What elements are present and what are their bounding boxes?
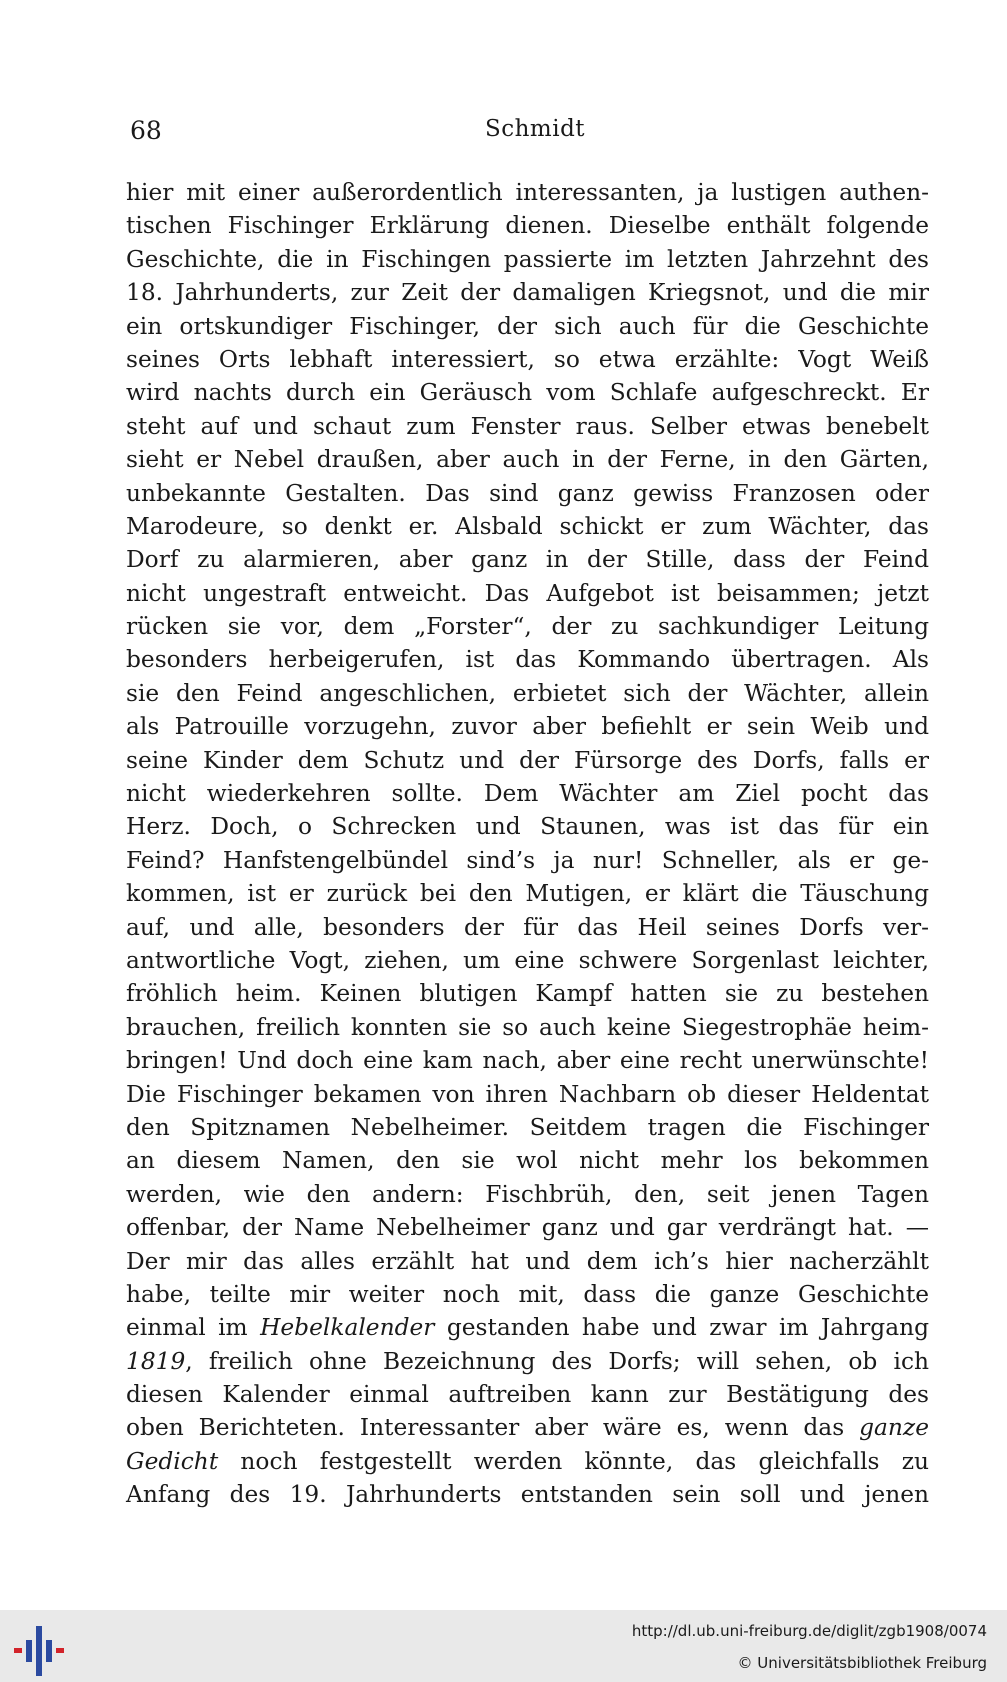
text-line: sieht er Nebel draußen, aber auch in der Ferne, in den Gärten, [126,446,929,474]
text-line: tischen Fischinger Erklärung dienen. Dieselbe enthält folgende [126,212,929,240]
text-line: fröhlich heim. Keinen blutigen Kampf hatten sie zu bestehen [126,980,929,1008]
text-line: auf, und alle, besonders der für das Heil seines Dorfs ver- [126,913,929,941]
italic-term: Gedicht [126,1447,219,1475]
text-line: ein ortskundiger Fischinger, der sich auch für die Geschichte [126,312,929,340]
text-line: unbekannte Gestalten. Das sind ganz gewiss Franzosen oder [126,479,929,507]
text-line: Die Fischinger bekamen von ihren Nachbarn ob dieser Heldentat [126,1080,929,1108]
text-line: Dorf zu alarmieren, aber ganz in der Stille, dass der Feind [126,546,929,574]
text-line: hier mit einer außerordentlich interessanten, ja lustigen authen- [126,179,929,206]
line-text: oben Berichteten. Interessanter aber wäre es, wenn das [126,1414,860,1442]
text-line: kommen, ist er zurück bei den Mutigen, er klärt die Täuschung [126,880,929,908]
text-line: als Patrouille vorzugehn, zuvor aber befiehlt er sein Weib und [126,713,929,741]
text-line: Feind? Hanfstengelbündel sind’s ja nur! Schneller, als er ge- [126,846,929,874]
text-line: wird nachts durch ein Geräusch vom Schlafe aufgeschreckt. Er [126,379,929,407]
text-line: offenbar, der Name Nebelheimer ganz und gar verdrängt hat. — [126,1214,929,1242]
italic-term: Hebelkalender [260,1314,435,1342]
text-line: 18. Jahrhunderts, zur Zeit der damaligen Kriegsnot, und die mir [126,279,929,307]
text-line: Der mir das alles erzählt hat und dem ich’s hier nacherzählt [126,1247,929,1275]
text-line: nicht ungestraft entweicht. Das Aufgebot ist beisammen; jetzt [126,579,929,607]
line-text: gestanden habe und zwar im Jahrgang [434,1314,929,1342]
copyright-notice: © Universitätsbibliothek Freiburg [737,1654,987,1672]
text-line: sie den Feind angeschlichen, erbietet sich der Wächter, allein [126,679,929,707]
footer-bar [0,1610,1007,1682]
text-line: Anfang des 19. Jahrhunderts entstanden sein soll und jenen [126,1481,929,1509]
text-line: Herz. Doch, o Schrecken und Staunen, was ist das für ein [126,813,929,841]
text-line: Geschichte, die in Fischingen passierte im letzten Jahrzehnt des [126,245,929,273]
line-text: , freilich ohne Bezeichnung des Dorfs; will sehen, ob ich [185,1347,929,1375]
text-line [126,1411,929,1444]
text-line: den Spitznamen Nebelheimer. Seitdem tragen die Fischinger [126,1113,929,1141]
text-line: besonders herbeigerufen, ist das Kommando übertragen. Als [126,646,929,674]
italic-term: ganze [859,1414,929,1442]
text-line [126,1345,929,1378]
text-line: nicht wiederkehren sollte. Dem Wächter am Ziel pocht das [126,780,929,808]
italic-term: 1819 [126,1347,186,1375]
text-line: bringen! Und doch eine kam nach, aber eine recht unerwünschte! [126,1047,929,1075]
text-line [126,1445,929,1478]
text-line: antwortliche Vogt, ziehen, um eine schwere Sorgenlast leichter, [126,946,929,974]
ub-freiburg-logo-icon [14,1626,64,1676]
text-line: brauchen, freilich konnten sie so auch keine Siegestrophäe heim- [126,1013,929,1041]
text-line: werden, wie den andern: Fischbrüh, den, seit jenen Tagen [126,1180,929,1208]
text-line: Marodeure, so denkt er. Alsbald schickt er zum Wächter, das [126,512,929,540]
line-text: einmal im [126,1314,261,1342]
text-line: an diesem Namen, den sie wol nicht mehr los bekommen [126,1147,929,1175]
text-line: habe, teilte mir weiter noch mit, dass die ganze Geschichte [126,1280,929,1308]
text-line: seine Kinder dem Schutz und der Fürsorge des Dorfs, falls er [126,746,929,774]
text-line: steht auf und schaut zum Fenster raus. Selber etwas benebelt [126,412,929,440]
running-title: Schmidt [484,116,586,142]
text-line: diesen Kalender einmal auftreiben kann zur Bestätigung des [126,1381,929,1409]
source-url-link[interactable]: http://dl.ub.uni-freiburg.de/diglit/zgb1908/0074 [631,1622,987,1640]
body-text [126,176,929,1512]
text-line: seines Orts lebhaft interessiert, so etwa erzählte: Vogt Weiß [126,345,929,373]
text-line: rücken sie vor, dem „Forster“, der zu sachkundiger Leitung [126,613,929,641]
line-text: noch festgestellt werden könnte, das gleichfalls zu [218,1447,929,1475]
page-number: 68 [130,116,162,145]
text-line [126,1311,929,1344]
